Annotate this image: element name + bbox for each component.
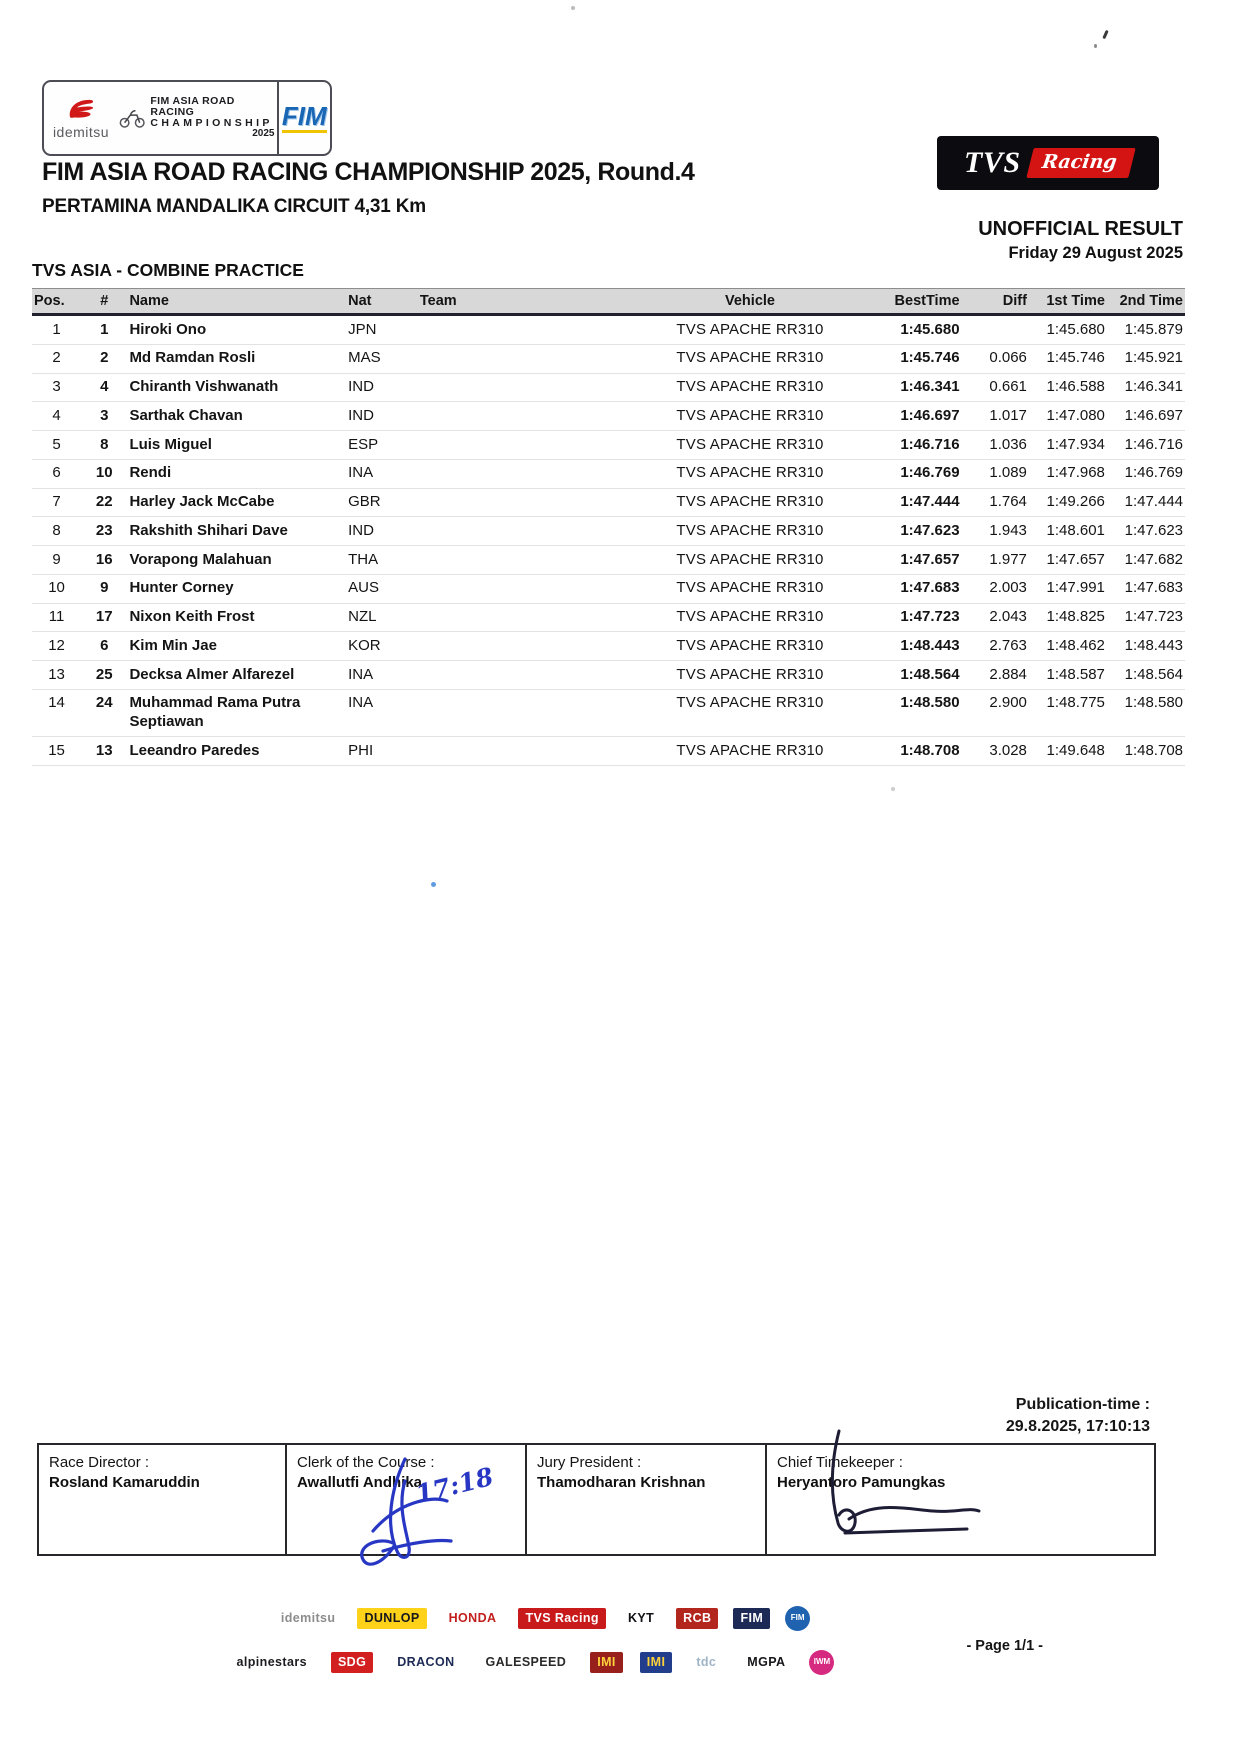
cell-nat: KOR [346, 632, 418, 661]
cell-nat: JPN [346, 315, 418, 345]
cell-number: 4 [81, 373, 127, 402]
sponsor-logo-fim-racing: FIM [733, 1608, 770, 1628]
cell-name: Muhammad Rama Putra Septiawan [127, 689, 346, 737]
col-header-besttime: BestTime [855, 289, 962, 315]
cell-best-time: 1:46.697 [855, 402, 962, 431]
idemitsu-wordmark: idemitsu [52, 123, 110, 140]
cell-2nd-time: 1:45.921 [1107, 344, 1185, 373]
cell-nat: THA [346, 546, 418, 575]
cell-1st-time: 1:46.588 [1029, 373, 1107, 402]
cell-number: 24 [81, 689, 127, 737]
cell-diff: 1.764 [962, 488, 1029, 517]
cell-number: 10 [81, 459, 127, 488]
official-role: Jury President : [537, 1454, 642, 1471]
cell-team [418, 737, 645, 766]
cell-best-time: 1:48.564 [855, 661, 962, 690]
cell-vehicle: TVS APACHE RR310 [645, 737, 855, 766]
cell-1st-time: 1:47.934 [1029, 431, 1107, 460]
cell-best-time: 1:46.716 [855, 431, 962, 460]
col-header-1st-time: 1st Time [1029, 289, 1107, 315]
cell-nat: PHI [346, 737, 418, 766]
cell-team [418, 459, 645, 488]
cell-best-time: 1:47.683 [855, 574, 962, 603]
sponsor-logo-mgpa: MGPA [747, 1655, 786, 1670]
cell-position: 14 [32, 689, 81, 737]
table-row [32, 546, 1185, 575]
cell-vehicle: TVS APACHE RR310 [645, 632, 855, 661]
publication-time-value: 29.8.2025, 17:10:13 [1005, 1418, 1150, 1435]
cell-vehicle: TVS APACHE RR310 [645, 315, 855, 345]
cell-position: 4 [32, 402, 81, 431]
cell-team [418, 488, 645, 517]
cell-number: 8 [81, 431, 127, 460]
sponsor-logo-rcb: RCB [676, 1608, 718, 1628]
cell-number: 6 [81, 632, 127, 661]
cell-number: 25 [81, 661, 127, 690]
cell-nat: AUS [346, 574, 418, 603]
cell-vehicle: TVS APACHE RR310 [645, 603, 855, 632]
cell-1st-time: 1:49.266 [1029, 488, 1107, 517]
series-line1: FIM ASIA ROAD RACING [150, 95, 235, 119]
official-role: Clerk of the Course : [297, 1454, 435, 1471]
cell-number: 1 [81, 315, 127, 345]
official-name: Heryantoro Pamungkas [777, 1474, 946, 1491]
cell-2nd-time: 1:46.697 [1107, 402, 1185, 431]
cell-best-time: 1:47.723 [855, 603, 962, 632]
official-jury-president [525, 1445, 765, 1554]
cell-name: Chiranth Vishwanath [127, 373, 346, 402]
cell-number: 13 [81, 737, 127, 766]
cell-position: 11 [32, 603, 81, 632]
scan-artifact [571, 6, 575, 10]
cell-vehicle: TVS APACHE RR310 [645, 689, 855, 737]
official-chief-timekeeper [765, 1445, 1154, 1554]
cell-1st-time: 1:45.746 [1029, 344, 1107, 373]
cell-diff: 3.028 [962, 737, 1029, 766]
cell-name: Kim Min Jae [127, 632, 346, 661]
cell-position: 13 [32, 661, 81, 690]
cell-best-time: 1:47.444 [855, 488, 962, 517]
sponsor-logo-dunlop: DUNLOP [357, 1608, 426, 1628]
cell-best-time: 1:45.680 [855, 315, 962, 345]
official-race-director [39, 1445, 285, 1554]
cell-team [418, 632, 645, 661]
sponsor-logo-fim: FIM [785, 1606, 810, 1631]
sponsor-logo-sdg: SDG [331, 1652, 373, 1672]
cell-vehicle: TVS APACHE RR310 [645, 574, 855, 603]
cell-position: 6 [32, 459, 81, 488]
col-header-number: # [81, 289, 127, 315]
col-header-team: Team [418, 289, 645, 315]
cell-2nd-time: 1:48.580 [1107, 689, 1185, 737]
col-header-pos: Pos. [32, 289, 81, 315]
result-status: UNOFFICIAL RESULT [978, 218, 1183, 240]
cell-best-time: 1:46.769 [855, 459, 962, 488]
col-header-vehicle: Vehicle [645, 289, 855, 315]
cell-vehicle: TVS APACHE RR310 [645, 661, 855, 690]
cell-team [418, 603, 645, 632]
cell-best-time: 1:47.623 [855, 517, 962, 546]
sponsor-logo-iwm: IWM [809, 1650, 834, 1675]
table-row [32, 459, 1185, 488]
cell-2nd-time: 1:48.564 [1107, 661, 1185, 690]
cell-number: 2 [81, 344, 127, 373]
page-subtitle: PERTAMINA MANDALIKA CIRCUIT 4,31 Km [42, 196, 426, 217]
chief-timekeeper-signature [815, 1429, 1035, 1559]
tvs-racing-logo [937, 136, 1159, 190]
fim-wordmark: FIM [281, 101, 327, 131]
cell-1st-time: 1:48.587 [1029, 661, 1107, 690]
cell-1st-time: 1:49.648 [1029, 737, 1107, 766]
cell-1st-time: 1:47.657 [1029, 546, 1107, 575]
table-row [32, 344, 1185, 373]
sponsor-logo-alpinestars: alpinestars [236, 1655, 307, 1670]
cell-nat: IND [346, 373, 418, 402]
cell-team [418, 315, 645, 345]
cell-diff: 0.066 [962, 344, 1029, 373]
cell-nat: IND [346, 402, 418, 431]
page-number: - Page 1/1 - [966, 1638, 1043, 1654]
official-clerk-of-course [285, 1445, 525, 1554]
cell-2nd-time: 1:47.623 [1107, 517, 1185, 546]
cell-vehicle: TVS APACHE RR310 [645, 344, 855, 373]
cell-best-time: 1:48.580 [855, 689, 962, 737]
table-row [32, 632, 1185, 661]
signature-time-note: 17:18 [412, 1461, 497, 1510]
table-row [32, 431, 1185, 460]
cell-1st-time: 1:48.825 [1029, 603, 1107, 632]
cell-best-time: 1:48.443 [855, 632, 962, 661]
cell-nat: INA [346, 689, 418, 737]
cell-position: 9 [32, 546, 81, 575]
table-row [32, 373, 1185, 402]
cell-2nd-time: 1:47.723 [1107, 603, 1185, 632]
table-row [32, 737, 1185, 766]
cell-position: 1 [32, 315, 81, 345]
cell-diff: 1.943 [962, 517, 1029, 546]
cell-2nd-time: 1:47.682 [1107, 546, 1185, 575]
official-role: Race Director : [49, 1454, 150, 1471]
officials-panel [37, 1443, 1156, 1556]
cell-diff: 2.763 [962, 632, 1029, 661]
cell-name: Harley Jack McCabe [127, 488, 346, 517]
sponsor-logo-badge-red: IMI [590, 1652, 623, 1672]
cell-diff: 2.003 [962, 574, 1029, 603]
official-name: Rosland Kamaruddin [49, 1474, 200, 1491]
cell-nat: INA [346, 459, 418, 488]
cell-position: 3 [32, 373, 81, 402]
table-header-row [32, 289, 1185, 315]
cell-number: 3 [81, 402, 127, 431]
cell-2nd-time: 1:48.708 [1107, 737, 1185, 766]
cell-name: Hiroki Ono [127, 315, 346, 345]
cell-name: Vorapong Malahuan [127, 546, 346, 575]
scan-artifact [1102, 30, 1108, 39]
cell-nat: GBR [346, 488, 418, 517]
cell-diff: 1.036 [962, 431, 1029, 460]
publication-time-label: Publication-time : [1015, 1396, 1150, 1413]
cell-diff: 2.884 [962, 661, 1029, 690]
racing-wordmark: Racing [1026, 148, 1136, 178]
series-logo [118, 82, 276, 154]
cell-number: 17 [81, 603, 127, 632]
cell-vehicle: TVS APACHE RR310 [645, 459, 855, 488]
cell-diff: 1.089 [962, 459, 1029, 488]
cell-2nd-time: 1:45.879 [1107, 315, 1185, 345]
cell-1st-time: 1:47.991 [1029, 574, 1107, 603]
cell-2nd-time: 1:48.443 [1107, 632, 1185, 661]
idemitsu-logo [44, 82, 118, 154]
cell-name: Nixon Keith Frost [127, 603, 346, 632]
cell-number: 16 [81, 546, 127, 575]
fim-logo [277, 82, 331, 154]
table-row [32, 603, 1185, 632]
cell-2nd-time: 1:47.444 [1107, 488, 1185, 517]
cell-team [418, 661, 645, 690]
cell-nat: INA [346, 661, 418, 690]
cell-team [418, 546, 645, 575]
cell-team [418, 431, 645, 460]
cell-diff: 2.043 [962, 603, 1029, 632]
cell-number: 9 [81, 574, 127, 603]
sponsor-logos-row1 [0, 1606, 1162, 1631]
table-row [32, 689, 1185, 737]
cell-1st-time: 1:48.775 [1029, 689, 1107, 737]
cell-number: 22 [81, 488, 127, 517]
sponsor-logo-dracon: DRACON [397, 1655, 455, 1670]
cell-name: Decksa Almer Alfarezel [127, 661, 346, 690]
cell-vehicle: TVS APACHE RR310 [645, 546, 855, 575]
cell-best-time: 1:46.341 [855, 373, 962, 402]
cell-team [418, 574, 645, 603]
table-row [32, 402, 1185, 431]
table-row [32, 574, 1185, 603]
cell-name: Rendi [127, 459, 346, 488]
cell-position: 2 [32, 344, 81, 373]
cell-vehicle: TVS APACHE RR310 [645, 402, 855, 431]
table-row [32, 315, 1185, 345]
cell-diff: 1.977 [962, 546, 1029, 575]
col-header-nat: Nat [346, 289, 418, 315]
cell-diff: 2.900 [962, 689, 1029, 737]
cell-1st-time: 1:47.968 [1029, 459, 1107, 488]
cell-2nd-time: 1:46.716 [1107, 431, 1185, 460]
sponsor-logo-idemitsu: idemitsu [280, 1611, 336, 1626]
scan-artifact [1094, 44, 1097, 48]
cell-diff: 0.661 [962, 373, 1029, 402]
sponsor-logo-tvs-racing: TVS Racing [518, 1608, 605, 1628]
cell-position: 8 [32, 517, 81, 546]
scan-artifact [431, 882, 436, 887]
series-year: 2025 [252, 128, 275, 140]
official-name: Thamodharan Krishnan [537, 1474, 706, 1491]
cell-nat: NZL [346, 603, 418, 632]
motorcycle-icon [118, 106, 146, 130]
cell-2nd-time: 1:46.769 [1107, 459, 1185, 488]
cell-team [418, 344, 645, 373]
tvs-wordmark: TVS [964, 146, 1021, 179]
sponsor-logo-galespeed: GALESPEED [485, 1655, 567, 1670]
cell-1st-time: 1:48.601 [1029, 517, 1107, 546]
results-body [32, 315, 1185, 766]
event-logo [42, 80, 332, 156]
cell-name: Luis Miguel [127, 431, 346, 460]
cell-name: Sarthak Chavan [127, 402, 346, 431]
cell-2nd-time: 1:46.341 [1107, 373, 1185, 402]
page-title: FIM ASIA ROAD RACING CHAMPIONSHIP 2025, Round.4 [42, 158, 695, 186]
cell-1st-time: 1:45.680 [1029, 315, 1107, 345]
sponsor-logo-badge-blue: IMI [640, 1652, 673, 1672]
cell-1st-time: 1:48.462 [1029, 632, 1107, 661]
cell-1st-time: 1:47.080 [1029, 402, 1107, 431]
sponsor-logo-kyt: KYT [627, 1611, 655, 1626]
cell-best-time: 1:45.746 [855, 344, 962, 373]
cell-vehicle: TVS APACHE RR310 [645, 488, 855, 517]
results-table [32, 288, 1185, 766]
cell-vehicle: TVS APACHE RR310 [645, 431, 855, 460]
cell-best-time: 1:48.708 [855, 737, 962, 766]
cell-vehicle: TVS APACHE RR310 [645, 517, 855, 546]
col-header-2nd-time: 2nd Time [1107, 289, 1185, 315]
cell-diff [962, 315, 1029, 345]
cell-position: 12 [32, 632, 81, 661]
cell-vehicle: TVS APACHE RR310 [645, 373, 855, 402]
cell-name: Md Ramdan Rosli [127, 344, 346, 373]
col-header-diff: Diff [962, 289, 1029, 315]
cell-team [418, 373, 645, 402]
cell-nat: MAS [346, 344, 418, 373]
table-row [32, 488, 1185, 517]
cell-name: Leeandro Paredes [127, 737, 346, 766]
cell-team [418, 689, 645, 737]
cell-position: 5 [32, 431, 81, 460]
cell-nat: ESP [346, 431, 418, 460]
cell-diff: 1.017 [962, 402, 1029, 431]
scan-artifact [891, 787, 895, 791]
cell-position: 15 [32, 737, 81, 766]
table-row [32, 517, 1185, 546]
sponsor-logo-tdc: tdc [696, 1655, 717, 1670]
cell-team [418, 517, 645, 546]
cell-best-time: 1:47.657 [855, 546, 962, 575]
cell-number: 23 [81, 517, 127, 546]
official-role: Chief Timekeeper : [777, 1454, 903, 1471]
table-row [32, 661, 1185, 690]
cell-position: 7 [32, 488, 81, 517]
result-date: Friday 29 August 2025 [1008, 244, 1183, 262]
idemitsu-flame-icon [64, 97, 98, 123]
cell-2nd-time: 1:47.683 [1107, 574, 1185, 603]
cell-team [418, 402, 645, 431]
official-name: Awallutfi Andhika [297, 1474, 423, 1491]
cell-position: 10 [32, 574, 81, 603]
cell-nat: IND [346, 517, 418, 546]
col-header-name: Name [127, 289, 346, 315]
sponsor-logo-honda: HONDA [448, 1611, 497, 1626]
session-title: TVS ASIA - COMBINE PRACTICE [32, 260, 304, 280]
cell-name: Hunter Corney [127, 574, 346, 603]
cell-name: Rakshith Shihari Dave [127, 517, 346, 546]
series-line2: CHAMPIONSHIP [150, 117, 273, 130]
